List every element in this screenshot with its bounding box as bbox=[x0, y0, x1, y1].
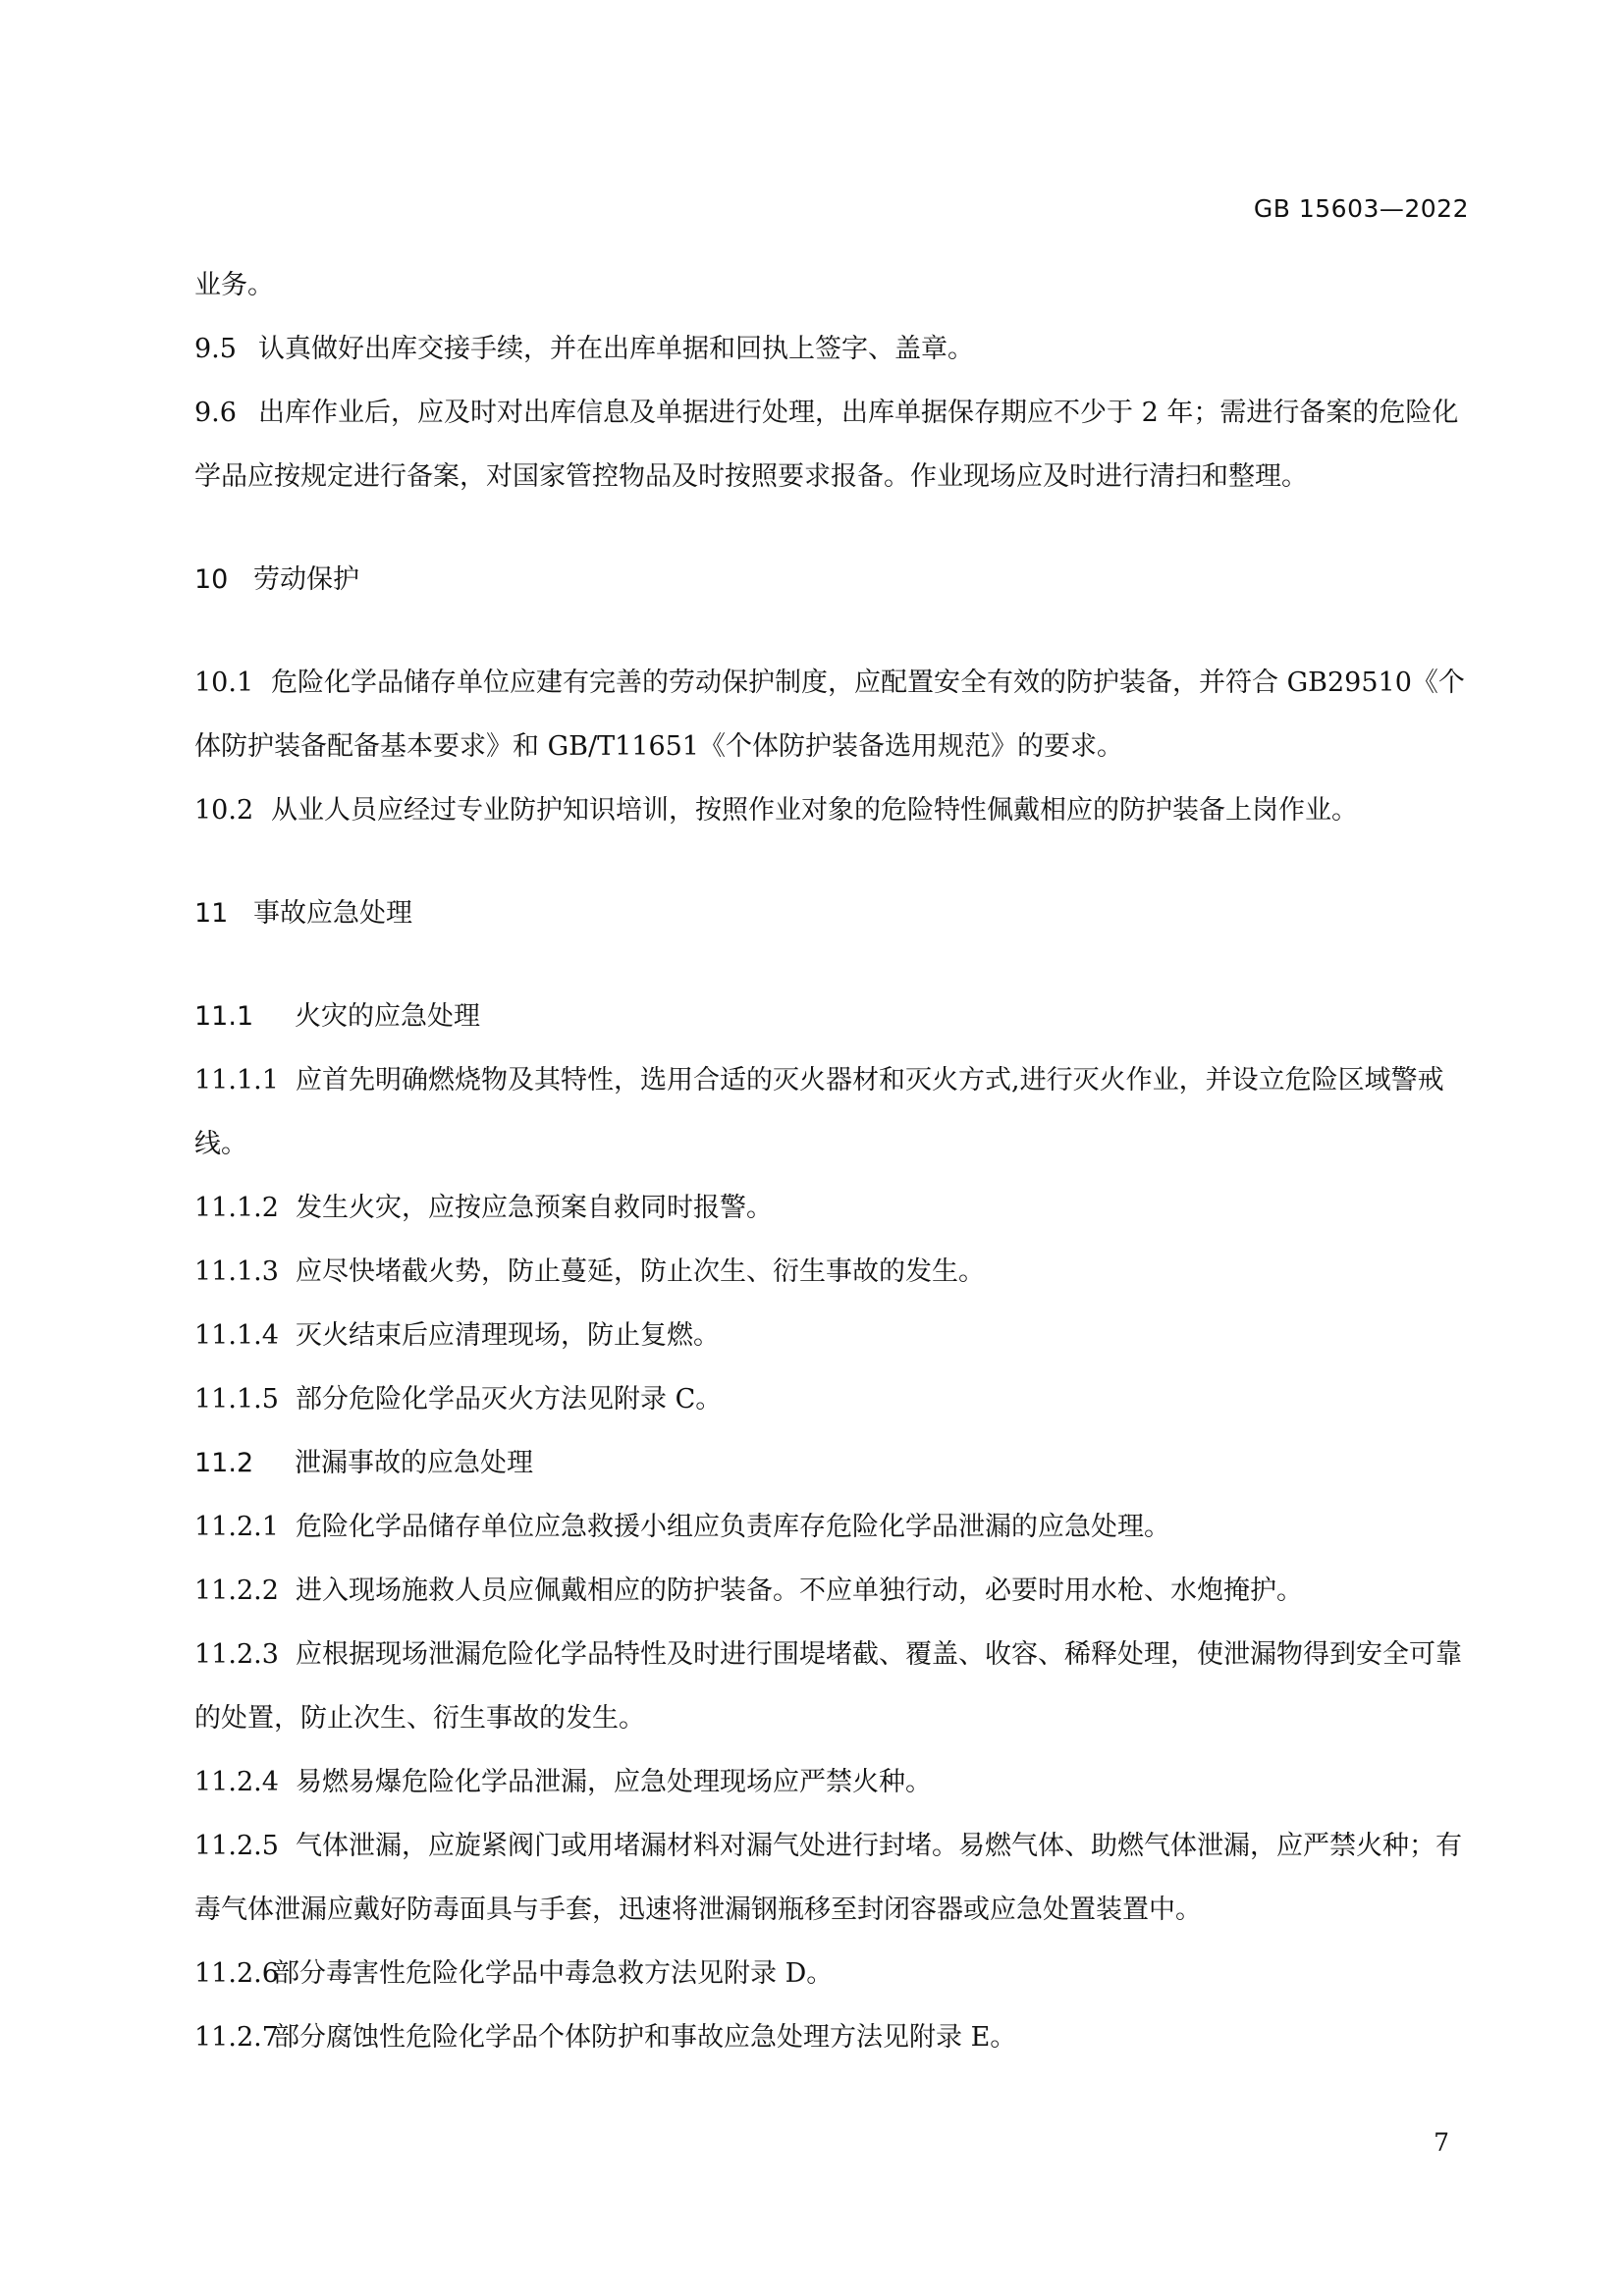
subsection-number: 11.1 bbox=[194, 1001, 254, 1032]
section-heading-10 bbox=[194, 548, 1471, 612]
clause-number: 11.1.5 bbox=[194, 1384, 279, 1415]
clause-text: 进入现场施救人员应佩戴相应的防护装备。不应单独行动，必要时用水枪、水炮掩护。 bbox=[296, 1575, 1303, 1606]
clause-number: 11.1.4 bbox=[194, 1320, 279, 1351]
clause-text: 部分危险化学品灭火方法见附录 C。 bbox=[296, 1384, 723, 1415]
clause-11-1-4 bbox=[194, 1304, 1471, 1367]
clause-9-6 bbox=[194, 381, 1471, 508]
clause-number: 11.2.3 bbox=[194, 1639, 279, 1670]
clause-11-1-5 bbox=[194, 1367, 1471, 1431]
clause-11-2-1 bbox=[194, 1495, 1471, 1559]
clause-number: 11.2.2 bbox=[194, 1575, 279, 1606]
clause-11-1-2 bbox=[194, 1176, 1471, 1240]
subsection-heading-11-1 bbox=[194, 985, 1471, 1048]
paragraph-text: 业务。 bbox=[194, 270, 274, 300]
clause-number: 11.2.6 bbox=[194, 1958, 279, 1989]
subsection-heading-11-2 bbox=[194, 1431, 1471, 1495]
clause-number: 10.2 bbox=[194, 795, 254, 826]
subsection-title: 泄漏事故的应急处理 bbox=[295, 1448, 533, 1478]
clause-text: 发生火灾，应按应急预案自救同时报警。 bbox=[296, 1193, 773, 1223]
clause-text: 出库作业后，应及时对出库信息及单据进行处理，出库单据保存期应不少于 2 年；需进行备案的危险化学品应按规定进行备案，对国家管控物品及时按照要求报备。作业现场应及时进行清扫和整理。 bbox=[194, 398, 1459, 492]
clause-number: 11.1.3 bbox=[194, 1256, 279, 1287]
clause-11-2-3 bbox=[194, 1623, 1471, 1750]
section-number: 10 bbox=[194, 564, 229, 595]
subsection-title: 火灾的应急处理 bbox=[295, 1001, 480, 1032]
clause-text: 灭火结束后应清理现场，防止复燃。 bbox=[296, 1320, 720, 1351]
clause-11-1-1 bbox=[194, 1048, 1471, 1176]
paragraph-continuation bbox=[194, 253, 1471, 317]
clause-number: 10.1 bbox=[194, 667, 254, 698]
clause-text: 部分毒害性危险化学品中毒急救方法见附录 D。 bbox=[273, 1958, 834, 1989]
section-number: 11 bbox=[194, 898, 229, 929]
clause-text: 应首先明确燃烧物及其特性，选用合适的灭火器材和灭火方式,进行灭火作业，并设立危险区域警戒线。 bbox=[194, 1065, 1444, 1159]
page-number: 7 bbox=[1434, 2128, 1449, 2157]
clause-text: 部分腐蚀性危险化学品个体防护和事故应急处理方法见附录 E。 bbox=[273, 2022, 1017, 2053]
standard-code-header: GB 15603—2022 bbox=[1253, 194, 1469, 223]
clause-9-5 bbox=[194, 317, 1471, 381]
clause-number: 11.2.5 bbox=[194, 1831, 279, 1861]
clause-number: 11.2.7 bbox=[194, 2022, 279, 2053]
clause-text: 易燃易爆危险化学品泄漏，应急处理现场应严禁火种。 bbox=[296, 1767, 932, 1797]
clause-10-1 bbox=[194, 651, 1471, 778]
clause-number: 11.1.1 bbox=[194, 1065, 279, 1095]
section-heading-11 bbox=[194, 881, 1471, 945]
clause-text: 应尽快堵截火势，防止蔓延，防止次生、衍生事故的发生。 bbox=[296, 1256, 985, 1287]
clause-text: 危险化学品储存单位应建有完善的劳动保护制度，应配置安全有效的防护装备，并符合 GB29510《个体防护装备配备基本要求》和 GB/T11651《个体防护装备选用规范》的要求。 bbox=[194, 667, 1465, 762]
clause-text: 气体泄漏，应旋紧阀门或用堵漏材料对漏气处进行封堵。易燃气体、助燃气体泄漏，应严禁火种；有毒气体泄漏应戴好防毒面具与手套，迅速将泄漏钢瓶移至封闭容器或应急处置装置中。 bbox=[194, 1831, 1462, 1925]
clause-11-2-7 bbox=[194, 2005, 1471, 2069]
subsection-number: 11.2 bbox=[194, 1448, 254, 1478]
clause-text: 认真做好出库交接手续，并在出库单据和回执上签字、盖章。 bbox=[258, 334, 974, 364]
clause-11-2-6 bbox=[194, 1942, 1471, 2005]
clause-11-2-2 bbox=[194, 1559, 1471, 1623]
clause-number: 11.1.2 bbox=[194, 1193, 279, 1223]
clause-11-1-3 bbox=[194, 1240, 1471, 1304]
clause-11-2-5 bbox=[194, 1814, 1471, 1942]
clause-number: 9.6 bbox=[194, 398, 237, 428]
clause-number: 9.5 bbox=[194, 334, 237, 364]
clause-number: 11.2.4 bbox=[194, 1767, 279, 1797]
clause-text: 从业人员应经过专业防护知识培训，按照作业对象的危险特性佩戴相应的防护装备上岗作业。 bbox=[271, 795, 1358, 826]
clause-text: 危险化学品储存单位应急救援小组应负责库存危险化学品泄漏的应急处理。 bbox=[296, 1512, 1170, 1542]
clause-text: 应根据现场泄漏危险化学品特性及时进行围堤堵截、覆盖、收容、稀释处理，使泄漏物得到安全可靠的处置，防止次生、衍生事故的发生。 bbox=[194, 1639, 1462, 1734]
clause-number: 11.2.1 bbox=[194, 1512, 279, 1542]
clause-10-2 bbox=[194, 778, 1471, 842]
clause-11-2-4 bbox=[194, 1750, 1471, 1814]
document-body bbox=[194, 253, 1471, 2069]
section-title: 事故应急处理 bbox=[253, 898, 412, 929]
section-title: 劳动保护 bbox=[253, 564, 359, 595]
